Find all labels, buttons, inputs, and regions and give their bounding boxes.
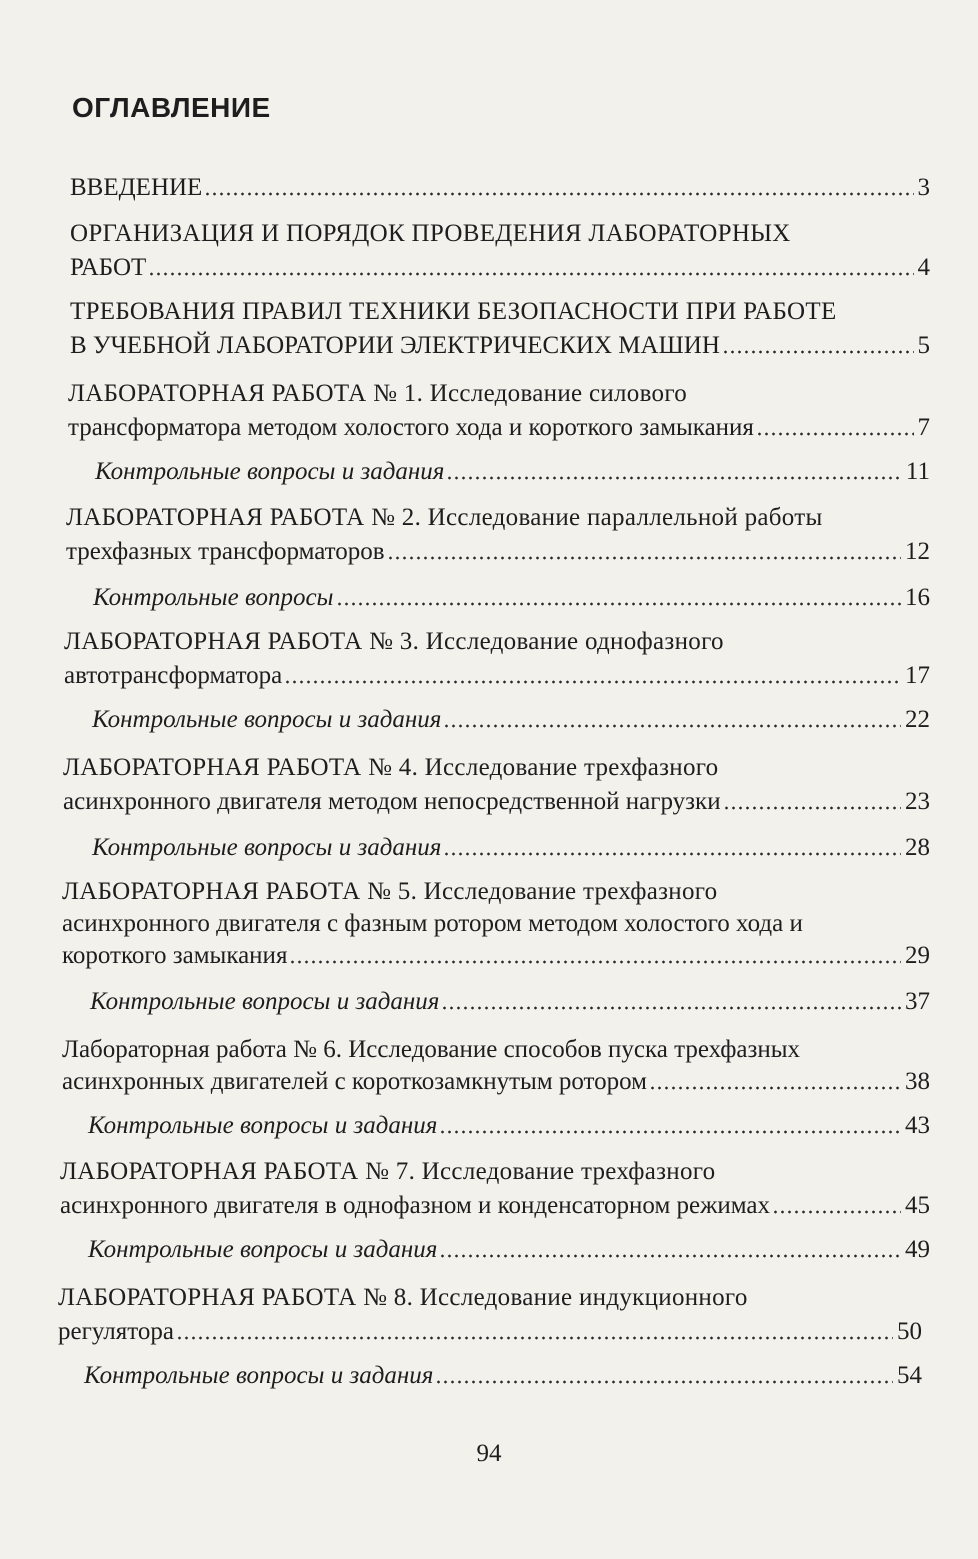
toc-entry-title: Контрольные вопросы и задания — [88, 1112, 438, 1139]
toc-entry-title: асинхронных двигателей с короткозамкнутым ротором — [62, 1068, 647, 1095]
toc-entry-lab-4-questions[interactable] — [92, 832, 930, 864]
toc-entry-lab-8-questions[interactable] — [84, 1360, 922, 1392]
toc-entry-page: 7 — [917, 414, 930, 441]
toc-entry-lab-1[interactable] — [68, 412, 930, 444]
toc-entry-page: 17 — [905, 662, 930, 689]
toc-entry-lab-5-questions[interactable] — [90, 986, 930, 1018]
toc-entry-page: 4 — [917, 254, 930, 281]
toc-entry-lab-7[interactable] — [60, 1190, 930, 1222]
toc-entry-lab-2[interactable] — [66, 536, 930, 568]
toc-entry-title-line: ЛАБОРАТОРНАЯ РАБОТА № 4. Исследование трехфазного — [63, 754, 719, 781]
toc-entry-title-line: ЛАБОРАТОРНАЯ РАБОТА № 8. Исследование индукционного — [58, 1284, 748, 1311]
dot-leader — [176, 1336, 893, 1340]
dot-leader — [439, 1254, 901, 1258]
toc-entry-page: 38 — [905, 1068, 930, 1095]
toc-entry-page: 37 — [905, 988, 930, 1015]
toc-entry-safety[interactable] — [70, 330, 930, 362]
toc-entry-lab-5[interactable] — [62, 940, 930, 972]
dot-leader — [435, 1380, 893, 1384]
toc-entry-page: 28 — [905, 834, 930, 861]
toc-entry-page: 5 — [917, 332, 930, 359]
toc-entry-title: асинхронного двигателя в однофазном и конденсаторном режимах — [60, 1192, 771, 1219]
dot-leader — [336, 602, 902, 606]
toc-entry-page: 23 — [905, 788, 930, 815]
toc-entry-title-line: ОРГАНИЗАЦИЯ И ПОРЯДОК ПРОВЕДЕНИЯ ЛАБОРАТОРНЫХ — [70, 220, 791, 247]
toc-entry-page: 54 — [897, 1362, 922, 1389]
toc-entry-page: 45 — [905, 1192, 930, 1219]
toc-entry-page: 3 — [917, 174, 930, 201]
toc-entry-title: короткого замыкания — [62, 942, 288, 969]
toc-entry-title-line: ЛАБОРАТОРНАЯ РАБОТА № 5. Исследование трехфазного — [62, 878, 718, 905]
toc-entry-title: Контрольные вопросы и задания — [90, 988, 440, 1015]
toc-entry-title: Контрольные вопросы и задания — [92, 706, 442, 733]
toc-entry-page: 29 — [905, 942, 930, 969]
dot-leader — [443, 852, 901, 856]
toc-entry-page: 22 — [905, 706, 930, 733]
toc-entry-title: регулятора — [58, 1318, 174, 1345]
toc-entry-page: 12 — [905, 538, 930, 565]
dot-leader — [446, 476, 902, 480]
dot-leader — [204, 192, 913, 196]
toc-entry-title: Контрольные вопросы — [93, 584, 334, 611]
toc-entry-lab-4[interactable] — [63, 786, 930, 818]
toc-entry-introduction[interactable] — [70, 172, 930, 204]
toc-entry-page: 43 — [905, 1112, 930, 1139]
toc-entry-title: В УЧЕБНОЙ ЛАБОРАТОРИИ ЭЛЕКТРИЧЕСКИХ МАШИН — [70, 332, 720, 359]
toc-entry-organization[interactable] — [70, 252, 930, 284]
toc-entry-lab-7-questions[interactable] — [88, 1234, 930, 1266]
toc-entry-title: Контрольные вопросы и задания — [95, 458, 445, 485]
toc-entry-title: асинхронного двигателя методом непосредственной нагрузки — [63, 788, 721, 815]
toc-entry-title: Контрольные вопросы и задания — [84, 1362, 434, 1389]
page-number: 94 — [476, 1440, 502, 1467]
toc-entry-title: Контрольные вопросы и задания — [88, 1236, 438, 1263]
toc-entry-page: 11 — [905, 458, 930, 485]
toc-entry-title: трансформатора методом холостого хода и короткого замыкания — [68, 414, 754, 441]
toc-entry-title-line: Лабораторная работа № 6. Исследование способов пуска трехфазных — [62, 1036, 801, 1063]
toc-entry-lab-1-questions[interactable] — [95, 456, 930, 488]
toc-entry-title: трехфазных трансформаторов — [66, 538, 385, 565]
toc-entry-title-line: ЛАБОРАТОРНАЯ РАБОТА № 7. Исследование трехфазного — [60, 1158, 716, 1185]
dot-leader — [284, 680, 901, 684]
toc-entry-lab-2-questions[interactable] — [93, 582, 930, 614]
toc-entry-title-line: асинхронного двигателя с фазным ротором методом холостого хода и — [62, 910, 803, 937]
dot-leader — [439, 1130, 901, 1134]
dot-leader — [756, 432, 914, 436]
toc-entry-page: 16 — [905, 584, 930, 611]
toc-entry-title-line: ЛАБОРАТОРНАЯ РАБОТА № 2. Исследование параллельной работы — [66, 504, 823, 531]
dot-leader — [387, 556, 901, 560]
toc-entry-title: РАБОТ — [70, 254, 147, 281]
toc-heading: ОГЛАВЛЕНИЕ — [72, 92, 271, 123]
toc-entry-title: автотрансформатора — [64, 662, 283, 689]
toc-entry-lab-3[interactable] — [64, 660, 930, 692]
dot-leader — [772, 1210, 901, 1214]
dot-leader — [723, 806, 901, 810]
toc-entry-title-line: ЛАБОРАТОРНАЯ РАБОТА № 3. Исследование однофазного — [64, 628, 724, 655]
dot-leader — [722, 350, 914, 354]
toc-entry-title-line: ЛАБОРАТОРНАЯ РАБОТА № 1. Исследование силового — [68, 380, 688, 407]
dot-leader — [289, 960, 901, 964]
dot-leader — [443, 724, 901, 728]
toc-entry-title-line: ТРЕБОВАНИЯ ПРАВИЛ ТЕХНИКИ БЕЗОПАСНОСТИ ПРИ РАБОТЕ — [70, 298, 837, 325]
toc-entry-lab-6[interactable] — [62, 1066, 930, 1098]
dot-leader — [441, 1006, 901, 1010]
dot-leader — [649, 1086, 901, 1090]
toc-entry-page: 50 — [897, 1318, 922, 1345]
toc-entry-title: ВВЕДЕНИЕ — [70, 174, 203, 201]
dot-leader — [148, 272, 913, 276]
toc-entry-lab-8[interactable] — [58, 1316, 922, 1348]
toc-entry-page: 49 — [905, 1236, 930, 1263]
toc-entry-lab-6-questions[interactable] — [88, 1110, 930, 1142]
toc-entry-lab-3-questions[interactable] — [92, 704, 930, 736]
toc-entry-title: Контрольные вопросы и задания — [92, 834, 442, 861]
